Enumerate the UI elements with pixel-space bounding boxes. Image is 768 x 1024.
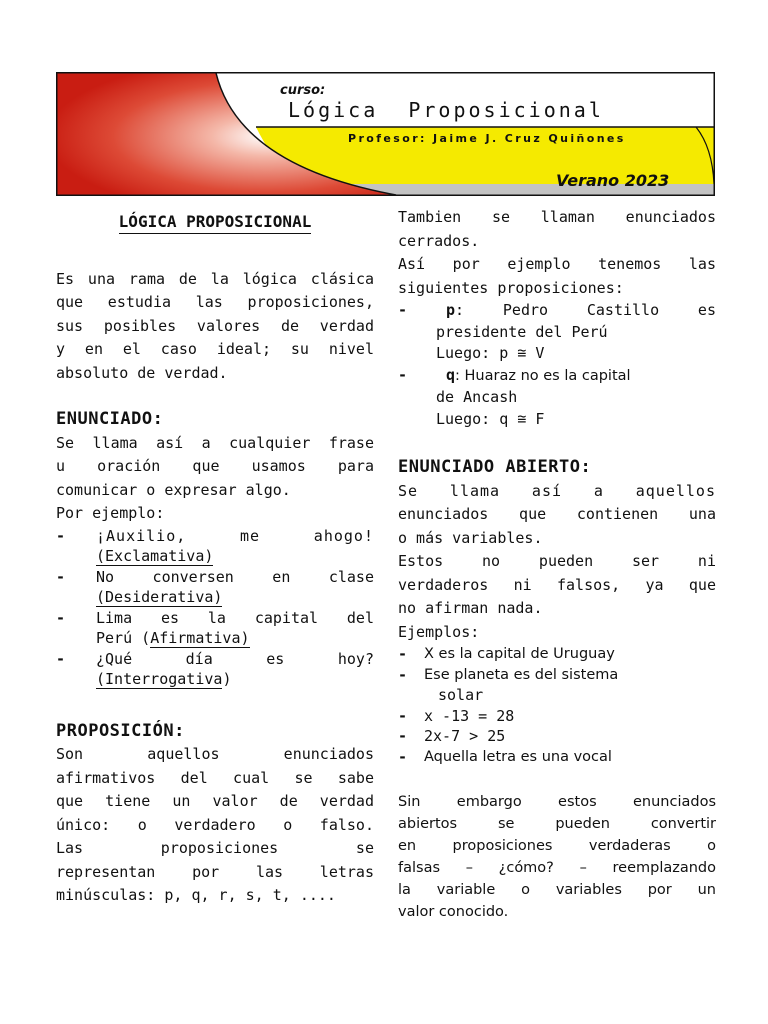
- bullet-dash: -: [56, 608, 66, 627]
- intro-paragraph: [56, 268, 374, 386]
- bullet-dash: -: [398, 727, 408, 745]
- variable-example: [398, 706, 716, 727]
- course-banner: [56, 72, 715, 196]
- enunciado-line: Se llama así a cualquier frase: [56, 433, 374, 452]
- example-item: [56, 608, 374, 649]
- conclusion-line: valor conocido.: [398, 904, 509, 920]
- proposicion-line: Las proposiciones se: [56, 839, 374, 857]
- section-title: LÓGICA PROPOSICIONAL: [56, 210, 374, 234]
- right-column: [398, 206, 716, 923]
- proposicion-line: minúsculas: p, q, r, s, t, ....: [56, 886, 336, 904]
- variable-example: [398, 747, 716, 768]
- variable-text: x -13 = 28: [424, 706, 515, 725]
- conclusion-line: la variable o variables por un: [398, 882, 716, 898]
- intro-line: Es una rama de la lógica clásica: [56, 269, 374, 288]
- proposicion-line: que tiene un valor de verdad: [56, 792, 374, 810]
- variable-example: [398, 644, 716, 665]
- example-type: (Interrogativa: [96, 670, 223, 688]
- abierto-line: Se llama así a aquellos: [398, 481, 716, 500]
- example-item: [56, 649, 374, 690]
- por-ejemplo-label: Por ejemplo:: [56, 504, 165, 522]
- prop-value: Luego: q ≅ F: [436, 409, 545, 428]
- abierto-line: enunciados que contienen una: [398, 505, 716, 523]
- course-title: Lógica Proposicional: [288, 98, 604, 122]
- professor-line: Profesor: Jaime J. Cruz Quiñones: [348, 132, 626, 145]
- bullet-dash: -: [56, 567, 66, 586]
- bullet-dash: -: [398, 365, 408, 384]
- ejemplo-intro-line: Así por ejemplo tenemos las: [398, 255, 716, 273]
- bullet-dash: -: [398, 645, 408, 663]
- ejemplos-label: Ejemplos:: [398, 622, 480, 641]
- proposicion-line: Son aquellos enunciados: [56, 745, 374, 763]
- example-post: ): [222, 670, 232, 688]
- prop-text-cont: presidente del Perú: [436, 322, 608, 341]
- abierto-line: no afirman nada.: [398, 599, 543, 617]
- prop-value: Luego: p ≅ V: [436, 344, 545, 362]
- proposition-item: [398, 300, 716, 365]
- left-column: [56, 210, 374, 908]
- example-type: (Desiderativa): [96, 588, 223, 606]
- proposition-item: [398, 365, 716, 431]
- prop-text: : Huaraz no es la capital: [455, 367, 631, 384]
- variable-text: 2x-7 > 25: [424, 727, 506, 745]
- bullet-dash: -: [398, 301, 408, 319]
- conclusion-line: en proposiciones verdaderas o: [398, 838, 716, 854]
- bullet-dash: -: [56, 649, 66, 668]
- variable-example: [398, 726, 716, 747]
- example-pre: Perú (: [96, 629, 151, 647]
- example-item: [56, 526, 374, 567]
- bullet-dash: -: [398, 665, 408, 684]
- enunciado-heading: ENUNCIADO:: [56, 409, 164, 429]
- example-text: ¡Auxilio, me ahogo!: [96, 526, 374, 545]
- enunciado-line: u oración que usamos para: [56, 457, 374, 475]
- proposicion-line: representan por las letras: [56, 862, 374, 881]
- proposicion-line: afirmativos del cual se sabe: [56, 768, 374, 787]
- curso-label: curso:: [280, 83, 326, 98]
- abierto-line: verdaderos ni falsos, ya que: [398, 575, 716, 594]
- conclusion-line: abiertos se pueden convertir: [398, 816, 716, 832]
- season-label: Verano 2023: [556, 171, 670, 190]
- proposicion-heading: PROPOSICIÓN:: [56, 720, 185, 741]
- variable-text-cont: solar: [438, 686, 484, 704]
- prop-text-cont: de Ancash: [436, 388, 518, 406]
- example-text: No conversen en clase: [96, 567, 374, 586]
- abierto-line: Estos no pueden ser ni: [398, 552, 716, 570]
- intro-line: absoluto de verdad.: [56, 363, 228, 382]
- prop-letter: p: [446, 301, 456, 319]
- intro-line: que estudia las proposiciones,: [56, 293, 374, 311]
- prop-text: : Pedro Castillo es: [455, 301, 716, 319]
- bullet-dash: -: [56, 526, 66, 545]
- abierto-heading: ENUNCIADO ABIERTO:: [398, 457, 592, 477]
- bullet-dash: -: [398, 747, 408, 766]
- intro-line: y en el caso ideal; su nivel: [56, 340, 374, 358]
- conclusion-line: Sin embargo estos enunciados: [398, 794, 716, 810]
- prop-letter: q: [446, 365, 456, 384]
- example-type: Afirmativa): [150, 629, 250, 647]
- abierto-line: o más variables.: [398, 528, 543, 547]
- variable-text: Ese planeta es del sistema: [424, 666, 619, 683]
- proposicion-line: único: o verdadero o falso.: [56, 815, 374, 834]
- cerrados-line: cerrados.: [398, 231, 480, 250]
- enunciado-line: comunicar o expresar algo.: [56, 480, 291, 499]
- variable-text: Aquella letra es una vocal: [424, 748, 612, 765]
- example-type: (Exclamativa): [96, 547, 214, 565]
- intro-line: sus posibles valores de verdad: [56, 316, 374, 335]
- conclusion-line: falsas – ¿cómo? – reemplazando: [398, 860, 716, 876]
- cerrados-line: Tambien se llaman enunciados: [398, 208, 716, 226]
- example-item: [56, 567, 374, 608]
- ejemplo-intro-line: siguientes proposiciones:: [398, 278, 624, 297]
- conclusion-paragraph: [398, 791, 716, 923]
- variable-example: [398, 665, 716, 706]
- example-text: ¿Qué día es hoy?: [96, 649, 374, 668]
- variable-text: X es la capital de Uruguay: [424, 646, 615, 662]
- bullet-dash: -: [398, 706, 408, 725]
- example-text: Lima es la capital del: [96, 608, 374, 627]
